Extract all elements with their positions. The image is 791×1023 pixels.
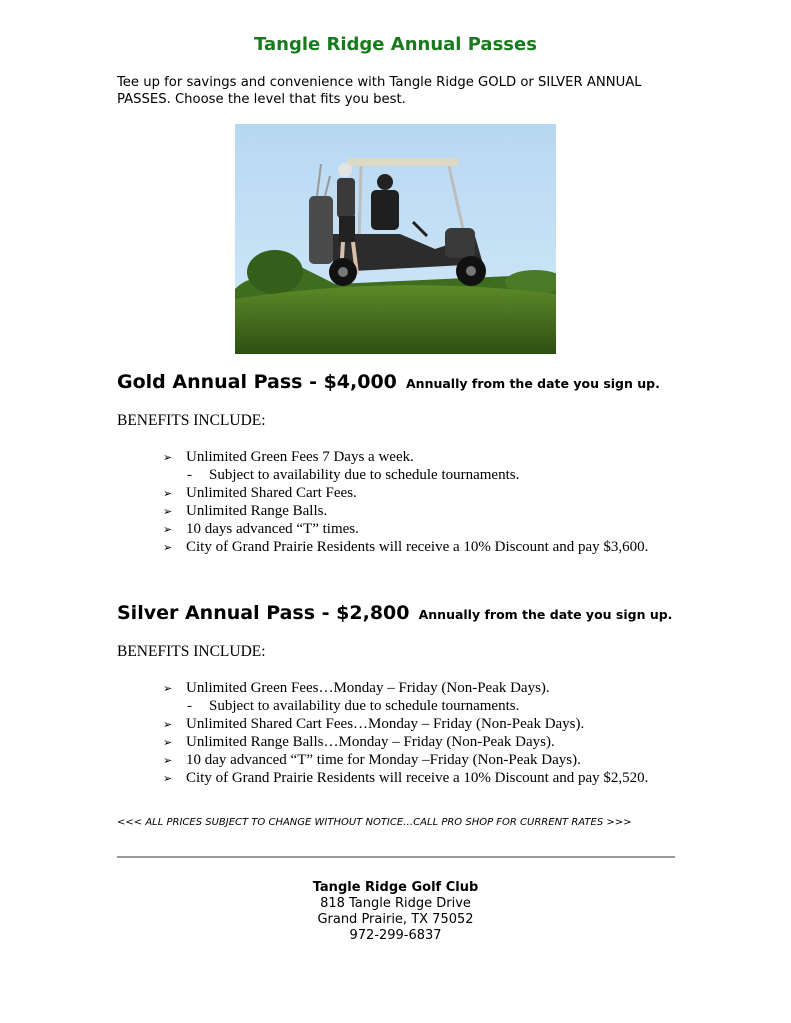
city-state-zip: Grand Prairie, TX 75052	[317, 912, 474, 927]
silver-pass-title: Silver Annual Pass - $2,800	[117, 602, 410, 624]
benefit-text: Unlimited Range Balls…Monday – Friday (Non-Peak Days).	[186, 734, 555, 750]
list-item	[163, 448, 648, 466]
arrow-bullet-icon: ➢	[163, 737, 173, 749]
golf-cart-photo	[235, 124, 556, 354]
silver-benefit-list	[163, 679, 648, 787]
benefit-text: Unlimited Shared Cart Fees…Monday – Friday (Non-Peak Days).	[186, 716, 585, 732]
silver-pass-note: Annually from the date you sign up.	[418, 607, 673, 622]
silver-benefits-label: BENEFITS INCLUDE:	[117, 643, 266, 660]
club-name: Tangle Ridge Golf Club	[312, 880, 479, 895]
list-item	[163, 538, 648, 556]
benefit-note: Subject to availability due to schedule tournaments.	[209, 467, 520, 483]
section-divider	[117, 856, 675, 858]
list-item	[163, 715, 648, 733]
arrow-bullet-icon: ➢	[163, 452, 173, 464]
benefit-text: Unlimited Green Fees 7 Days a week.	[186, 449, 414, 465]
arrow-bullet-icon: ➢	[163, 773, 173, 785]
benefit-text: 10 days advanced “T” times.	[186, 521, 359, 537]
benefit-text: Unlimited Green Fees…Monday – Friday (Non-Peak Days).	[186, 680, 550, 696]
arrow-bullet-icon: ➢	[163, 524, 173, 536]
list-subitem	[163, 697, 648, 715]
page-title: Tangle Ridge Annual Passes	[254, 34, 537, 55]
benefit-text: Unlimited Shared Cart Fees.	[186, 485, 357, 501]
list-item	[163, 679, 648, 697]
phone-number: 972-299-6837	[349, 928, 442, 943]
list-item	[163, 502, 648, 520]
arrow-bullet-icon: ➢	[163, 542, 173, 554]
list-item	[163, 484, 648, 502]
gold-benefit-list	[163, 448, 648, 556]
dash-bullet: -	[187, 698, 192, 714]
list-item	[163, 733, 648, 751]
intro-line: PASSES. Choose the level that fits you best.	[117, 92, 406, 107]
intro-line: Tee up for savings and convenience with Tangle Ridge GOLD or SILVER ANNUAL	[117, 75, 642, 90]
gold-pass-title: Gold Annual Pass - $4,000	[117, 371, 397, 393]
intro-paragraph	[117, 74, 677, 108]
footer-address	[0, 880, 791, 944]
silver-pass-heading	[117, 602, 672, 624]
arrow-bullet-icon: ➢	[163, 719, 173, 731]
gold-pass-heading	[117, 371, 660, 393]
arrow-bullet-icon: ➢	[163, 488, 173, 500]
price-disclaimer: <<< ALL PRICES SUBJECT TO CHANGE WITHOUT NOTICE…CALL PRO SHOP FOR CURRENT RATES >>>	[117, 817, 632, 828]
arrow-bullet-icon: ➢	[163, 755, 173, 767]
gold-benefits-label: BENEFITS INCLUDE:	[117, 412, 266, 429]
dash-bullet: -	[187, 467, 192, 483]
street-address: 818 Tangle Ridge Drive	[320, 896, 471, 911]
list-subitem	[163, 466, 648, 484]
benefit-text: 10 day advanced “T” time for Monday –Friday (Non-Peak Days).	[186, 752, 581, 768]
arrow-bullet-icon: ➢	[163, 506, 173, 518]
benefit-note: Subject to availability due to schedule tournaments.	[209, 698, 520, 714]
gold-pass-note: Annually from the date you sign up.	[406, 376, 660, 391]
benefit-text: Unlimited Range Balls.	[186, 503, 328, 519]
list-item	[163, 769, 648, 787]
benefit-text: City of Grand Prairie Residents will receive a 10% Discount and pay $2,520.	[186, 770, 649, 786]
list-item	[163, 751, 648, 769]
list-item	[163, 520, 648, 538]
benefit-text: City of Grand Prairie Residents will receive a 10% Discount and pay $3,600.	[186, 539, 649, 555]
arrow-bullet-icon: ➢	[163, 683, 173, 695]
